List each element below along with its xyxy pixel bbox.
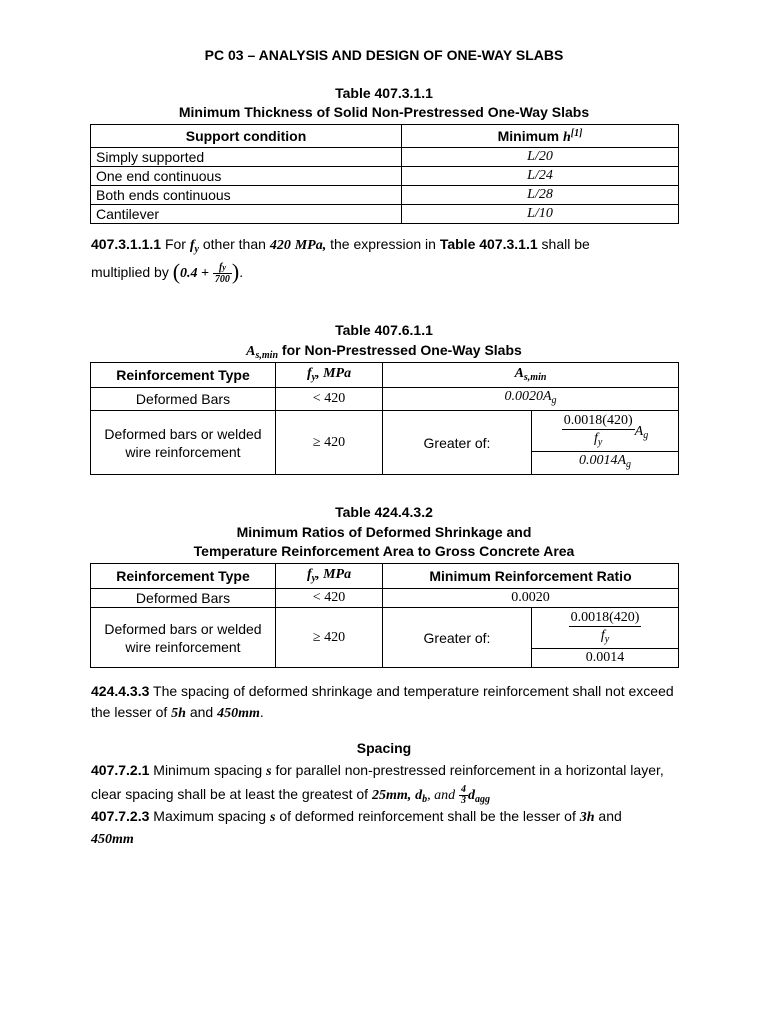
- table2-row2-type-line1: Deformed bars or welded: [104, 425, 262, 442]
- table1-condition: One end continuous: [91, 167, 402, 186]
- table1-value: L/20: [402, 148, 679, 167]
- table2-fraction: [562, 412, 635, 451]
- table1-value: L/28: [402, 186, 679, 205]
- para2-t2: and: [189, 704, 214, 720]
- table-row: [91, 167, 679, 186]
- table-row: [91, 148, 679, 167]
- table1-condition: Simply supported: [91, 148, 402, 167]
- table2-row2-formula: [532, 411, 679, 452]
- table2-row1-as-value: 0.0020A: [504, 389, 552, 404]
- table1-header-min-text: Minimum: [497, 128, 560, 144]
- table2-frac-num: 0.0018(420): [563, 412, 633, 428]
- table2-row1-as-sub: g: [551, 395, 557, 406]
- table1-header-row: [91, 125, 679, 148]
- table2-header-as-sub: s,min: [523, 372, 547, 383]
- para4-t2: of deformed reinforcement shall be the lesser of: [279, 808, 576, 824]
- table1-condition: Cantilever: [91, 205, 402, 224]
- table3-caption-line2: Temperature Reinforcement Area to Gross Concrete Area: [193, 543, 575, 559]
- table1-header-min-note: [1]: [570, 128, 583, 139]
- para3-ref: 407.7.2.1: [91, 762, 150, 778]
- para-407-7-2-3: [91, 806, 681, 850]
- table3-frac-den-sub: y: [604, 633, 610, 645]
- para3-s: s: [266, 764, 272, 779]
- para4-t3: and: [598, 808, 622, 824]
- para3-v3-sub: agg: [475, 794, 491, 805]
- table2-frac-den: f: [594, 430, 598, 446]
- table3-header-fy-var: f: [306, 567, 312, 582]
- table1-condition: Both ends continuous: [91, 186, 402, 205]
- para3-frac-den: 3: [461, 794, 467, 806]
- para2-ref: 424.4.3.3: [91, 683, 150, 699]
- table3-row2-type: [91, 608, 276, 668]
- table2-row1-as: [383, 388, 679, 411]
- para1-value: 420: [269, 238, 291, 253]
- table3-header-ratio: Minimum Reinforcement Ratio: [383, 564, 679, 589]
- para3-v1: 25mm,: [371, 788, 412, 803]
- table3-header-fy: [276, 564, 383, 589]
- para4-s: s: [270, 810, 276, 825]
- page-title: PC 03 – ANALYSIS AND DESIGN OF ONE-WAY SLABS: [204, 47, 564, 63]
- table2-caption-var: A: [246, 344, 256, 359]
- para-407-7-2-1: [91, 759, 681, 811]
- para4-v1: 3h: [579, 810, 595, 825]
- table2-header-as-var: A: [514, 366, 524, 381]
- table2-row2-greater: Greater of:: [383, 411, 532, 475]
- table3-frac-num: 0.0018(420): [570, 609, 640, 625]
- para1-frac-num: f: [218, 261, 223, 273]
- table2-row1-type: Deformed Bars: [91, 388, 276, 411]
- table1-number: Table 407.3.1.1: [335, 85, 433, 101]
- table2-header-fy-var: f: [306, 366, 312, 381]
- table3-frac-den: f: [600, 627, 605, 643]
- table2-number: Table 407.6.1.1: [335, 322, 433, 338]
- table1-header-min-var: h: [562, 130, 571, 145]
- table2-frac-den-sub: y: [597, 436, 603, 448]
- table3-row2-formula: [532, 608, 679, 649]
- table2-header-fy: [276, 363, 383, 388]
- para1-t1: For: [164, 236, 186, 252]
- table3-header-fy-sub: y: [311, 573, 317, 584]
- para1-table-ref: Table 407.3.1.1: [439, 236, 538, 252]
- para1-fy: f: [189, 238, 195, 253]
- table2-header-row: [91, 363, 679, 388]
- para1-t5: multiplied by: [91, 264, 169, 280]
- table3-number: Table 424.4.3.2: [335, 504, 433, 520]
- para3-t2: for parallel non-prestressed reinforcement in a horizontal layer, clear spacing shall be at least the greatest of: [91, 762, 664, 802]
- table2-row2-type: [91, 411, 276, 475]
- para2-t1: The spacing of deformed shrinkage and temperature reinforcement shall not exceed the lesser of: [91, 683, 674, 720]
- para1-fy-sub: y: [194, 244, 199, 255]
- para1-frac-num-sub: y: [222, 262, 226, 272]
- para1-coef: 0.4 +: [180, 266, 210, 281]
- table2-row3-value: [532, 452, 679, 475]
- para1-t3: the expression in: [330, 236, 436, 252]
- para-407-3-1-1-1: [91, 233, 681, 285]
- para4-v2: 450mm: [91, 832, 134, 847]
- table3-row3-value: 0.0014: [532, 649, 679, 668]
- table-row: [91, 411, 679, 452]
- para3-t3: , and: [427, 788, 456, 803]
- para3-v2-sub: b: [422, 794, 428, 805]
- table3-row1-ratio: 0.0020: [383, 589, 679, 608]
- table-row: [91, 186, 679, 205]
- table3-row1-type: Deformed Bars: [91, 589, 276, 608]
- table1-caption: Minimum Thickness of Solid Non-Prestressed One-Way Slabs: [178, 104, 590, 120]
- para3-t1: Minimum spacing: [153, 762, 263, 778]
- para1-t4: shall be: [541, 236, 590, 252]
- para2-end: .: [259, 704, 264, 720]
- table2-frac-mult-sub: g: [643, 429, 649, 441]
- spacing-heading: Spacing: [356, 740, 412, 756]
- table3-header-row: [91, 564, 679, 589]
- table3-row2-fy: ≥ 420: [276, 608, 383, 668]
- table2-caption-rest: for Non-Prestressed One-Way Slabs: [281, 342, 522, 358]
- table2-row3-value-text: 0.0014A: [578, 453, 627, 468]
- para-424-4-3-3: [91, 681, 681, 724]
- para4-t1: Maximum spacing: [153, 808, 267, 824]
- table2-frac-mult: A: [634, 423, 644, 439]
- table2: [90, 362, 679, 475]
- table3-fraction: [569, 609, 642, 648]
- para2-v2: 450mm: [217, 706, 260, 721]
- para1-fraction: [213, 262, 232, 285]
- table3-row1-fy: < 420: [276, 589, 383, 608]
- table1: [90, 124, 679, 224]
- para4-ref: 407.7.2.3: [91, 808, 150, 824]
- table-row: [91, 205, 679, 224]
- table3-header-type: Reinforcement Type: [91, 564, 276, 589]
- table2-row3-value-sub: g: [626, 459, 632, 470]
- paren-close: ): [231, 259, 240, 284]
- table2-row2-type-line2: wire reinforcement: [125, 443, 241, 460]
- para3-fraction: [459, 785, 468, 806]
- para1-ref: 407.3.1.1.1: [91, 236, 162, 252]
- paren-open: (: [172, 259, 181, 284]
- table3-row2-type-line2: wire reinforcement: [125, 638, 241, 655]
- table1-value: L/10: [402, 205, 679, 224]
- table1-value: L/24: [402, 167, 679, 186]
- para1-t2: other than: [202, 236, 266, 252]
- para3-v3: d: [468, 788, 476, 803]
- table-row: [91, 589, 679, 608]
- table2-header-fy-sub: y: [311, 372, 317, 383]
- table1-header-support: Support condition: [91, 125, 402, 148]
- para1-frac-den: 700: [214, 273, 230, 285]
- table2-header-as: [383, 363, 679, 388]
- table-row: [91, 388, 679, 411]
- table3-row2-greater: Greater of:: [383, 608, 532, 668]
- table2-header-type: Reinforcement Type: [91, 363, 276, 388]
- table3: [90, 563, 679, 668]
- table3-row2-type-line1: Deformed bars or welded: [104, 620, 262, 637]
- table2-row1-fy: < 420: [276, 388, 383, 411]
- para3-v2: d: [415, 788, 423, 803]
- table2-header-fy-unit: , MPa: [316, 366, 352, 381]
- table1-header-min: [402, 125, 679, 148]
- table3-header-fy-unit: , MPa: [316, 567, 352, 582]
- table2-caption: [0, 342, 768, 361]
- table2-row2-fy: ≥ 420: [276, 411, 383, 475]
- para3-frac-num: 4: [461, 783, 467, 795]
- table-row: [91, 608, 679, 649]
- para2-v1: 5h: [171, 706, 186, 721]
- table3-caption-line1: Minimum Ratios of Deformed Shrinkage and: [236, 524, 532, 540]
- table2-caption-sub: s,min: [255, 350, 279, 361]
- para1-end: .: [239, 264, 244, 280]
- para1-unit: MPa,: [294, 238, 327, 253]
